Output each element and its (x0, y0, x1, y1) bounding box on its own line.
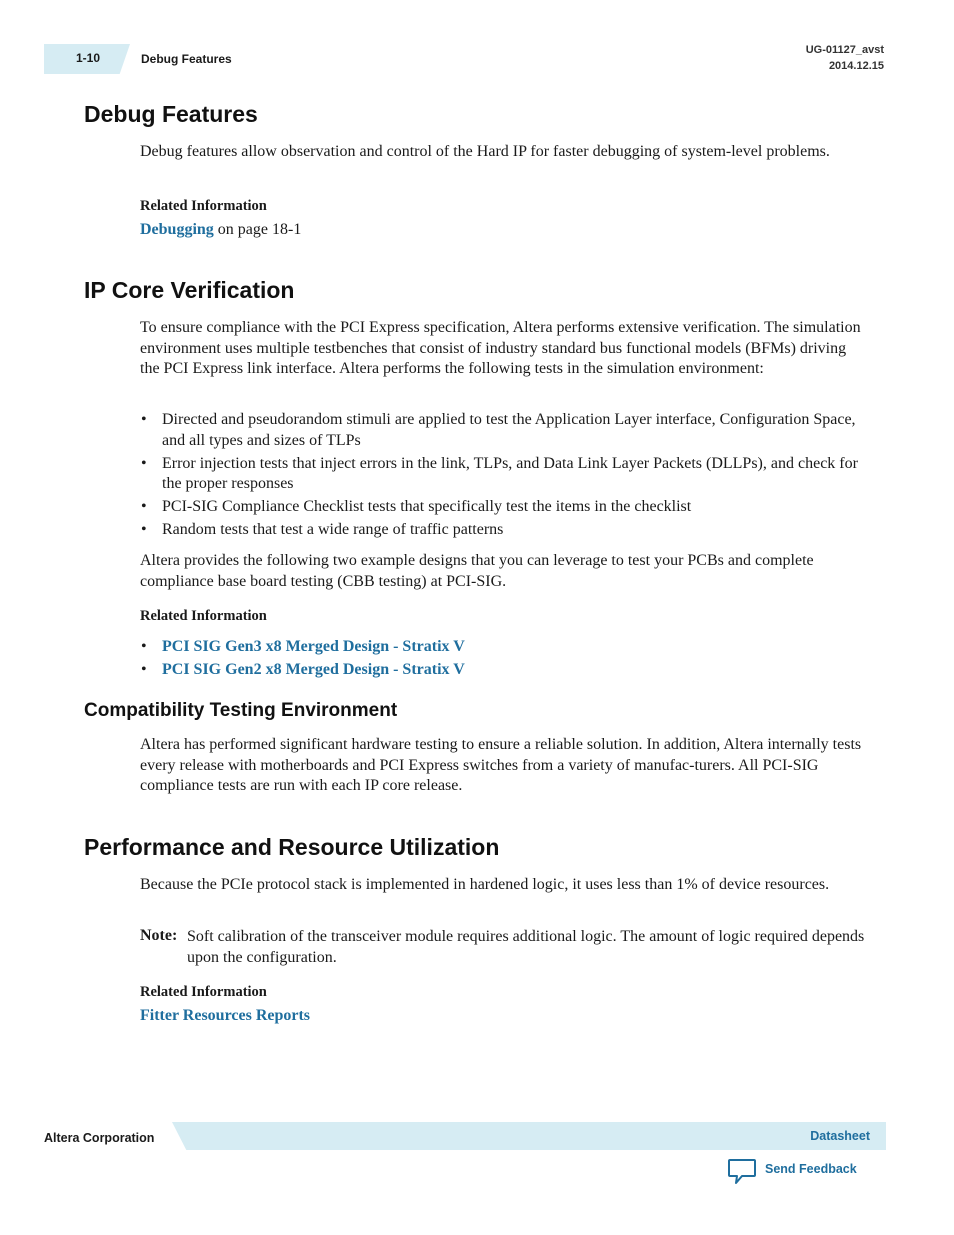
debugging-link[interactable]: Debugging (140, 221, 214, 238)
document-date: 2014.12.15 (828, 60, 884, 72)
feedback-bubble-icon[interactable] (727, 1158, 757, 1186)
verification-related-links (140, 637, 865, 683)
list-item: • Directed and pseudorandom stimuli are applied to test the Application Layer interface, Configuration Space, and all types and sizes of TLPs (140, 410, 865, 451)
verification-test-list (140, 410, 865, 543)
performance-body: Because the PCIe protocol stack is implemented in hardened logic, it uses less than 1% of device resources. (140, 876, 830, 893)
pci-sig-gen3-link[interactable]: PCI SIG Gen3 x8 Merged Design - Stratix V (162, 638, 465, 655)
performance-related-label: Related Information (140, 984, 267, 1000)
debug-related-label: Related Information (140, 198, 267, 214)
footer-band (172, 1122, 886, 1150)
document-id: UG-01127_avst (805, 44, 884, 56)
note-text: Soft calibration of the transceiver module requires additional logic. The amount of logic required depends upon the configuration. (187, 928, 865, 966)
fitter-resources-link[interactable]: Fitter Resources Reports (140, 1007, 311, 1024)
compatibility-body: Altera has performed significant hardware testing to ensure a reliable solution. In addition, Altera internally tests every release with motherboards and PCI Express switches from a variety of manufac-turers. All PCI-SIG compliance tests are run with each IP core release. (140, 736, 862, 794)
list-item: • PCI-SIG Compliance Checklist tests that specifically test the items in the checklist (140, 497, 865, 518)
footer-company: Altera Corporation (44, 1131, 155, 1145)
send-feedback-link[interactable]: Send Feedback (765, 1162, 857, 1176)
heading-compatibility-testing: Compatibility Testing Environment (84, 700, 398, 721)
list-item (140, 637, 865, 658)
heading-debug-features: Debug Features (84, 101, 258, 127)
list-item: • Random tests that test a wide range of traffic patterns (140, 520, 865, 541)
running-header-section: Debug Features (141, 52, 232, 66)
performance-related-line (140, 1006, 865, 1027)
list-item (140, 660, 865, 681)
pci-sig-gen2-link[interactable]: PCI SIG Gen2 x8 Merged Design - Stratix V (162, 661, 465, 678)
debug-body: Debug features allow observation and control of the Hard IP for faster debugging of system-level problems. (140, 143, 830, 160)
note-label: Note: (140, 927, 178, 944)
document-id-block (806, 42, 884, 74)
verification-related-label: Related Information (140, 608, 267, 624)
page-number: 1-10 (76, 51, 101, 65)
debug-related-line (140, 220, 865, 241)
verification-outro: Altera provides the following two example designs that you can leverage to test your PCBs and complete compliance base board testing (CBB testing) at PCI-SIG. (140, 552, 814, 590)
datasheet-link[interactable]: Datasheet (810, 1129, 870, 1143)
list-item: • Error injection tests that inject errors in the link, TLPs, and Data Link Layer Packets (DLLPs), and check for the proper responses (140, 454, 865, 495)
debugging-link-suffix: on page 18-1 (213, 221, 302, 238)
verification-intro: To ensure compliance with the PCI Express specification, Altera performs extensive verification. The simulation environment uses multiple testbenches that consist of industry standard bus functional models (BFMs) driving the PCI Express link interface. Altera performs the following tests in the simulation environment: (140, 319, 861, 377)
heading-ip-core-verification: IP Core Verification (84, 277, 295, 303)
heading-performance-resource: Performance and Resource Utilization (84, 834, 500, 860)
